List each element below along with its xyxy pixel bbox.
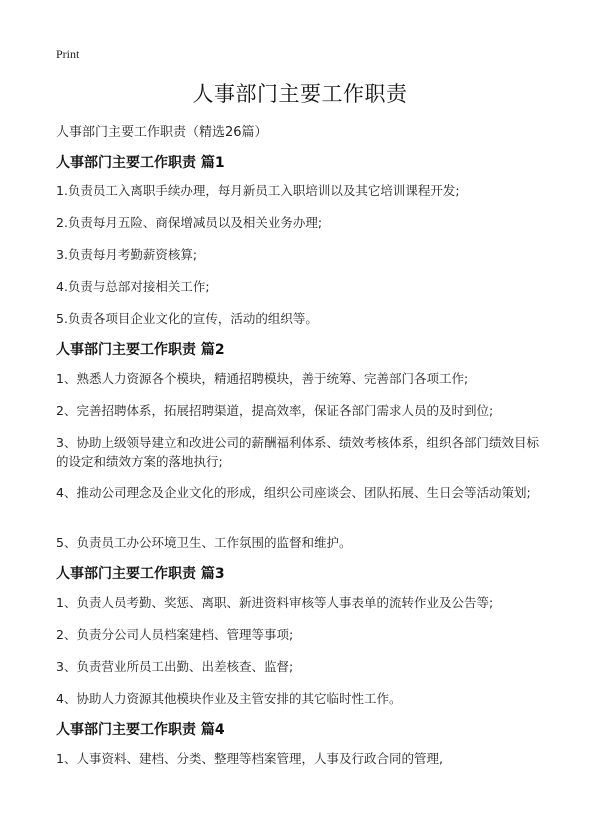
- page-title: 人事部门主要工作职责: [192, 82, 408, 106]
- section-3-item-3: 3、负责营业所员工出勤、出差核查、监督;: [56, 659, 294, 674]
- section-heading-3: 人事部门主要工作职责 篇3: [56, 566, 225, 582]
- section-2-item-2: 2、完善招聘体系，拓展招聘渠道，提高效率，保证各部门需求人员的及时到位;: [56, 403, 494, 418]
- section-2-item-3: 3、协助上级领导建立和改进公司的薪酬福利体系、绩效考核体系，组织各部门绩效目标的设定和绩效方案的落地执行;: [56, 435, 539, 469]
- section-heading-4: 人事部门主要工作职责 篇4: [56, 722, 225, 738]
- section-1-item-5: 5.负责各项目企业文化的宣传，活动的组织等。: [56, 311, 318, 326]
- section-2-item-5: 5、负责员工办公环境卫生、工作氛围的监督和维护。: [56, 535, 352, 550]
- section-1-item-2: 2.负责每月五险、商保增减员以及相关业务办理;: [56, 215, 323, 230]
- section-2-item-1: 1、熟悉人力资源各个模块，精通招聘模块，善于统筹、完善部门各项工作;: [56, 371, 469, 386]
- section-2-item-4: 4、推动公司理念及企业文化的形成，组织公司座谈会、团队拓展、生日会等活动策划;: [56, 485, 531, 500]
- document-subtitle: 人事部门主要工作职责（精选26篇）: [56, 125, 268, 140]
- section-1-item-4: 4.负责与总部对接相关工作;: [56, 279, 210, 294]
- section-3-item-2: 2、负责分公司人员档案建档、管理等事项;: [56, 627, 294, 642]
- section-heading-1: 人事部门主要工作职责 篇1: [56, 155, 225, 171]
- print-label: Print: [56, 47, 80, 61]
- section-3-item-1: 1、负责人员考勤、奖惩、离职、新进资料审核等人事表单的流转作业及公告等;: [56, 595, 494, 610]
- section-heading-2: 人事部门主要工作职责 篇2: [56, 342, 225, 358]
- section-1-item-1: 1.负责员工入离职手续办理，每月新员工入职培训以及其它培训课程开发;: [56, 183, 460, 198]
- section-4-item-1: 1、人事资料、建档、分类、整理等档案管理，人事及行政合同的管理,: [56, 751, 443, 766]
- section-1-item-3: 3.负责每月考勤薪资核算;: [56, 247, 198, 262]
- section-3-item-4: 4、协助人力资源其他模块作业及主管安排的其它临时性工作。: [56, 691, 402, 706]
